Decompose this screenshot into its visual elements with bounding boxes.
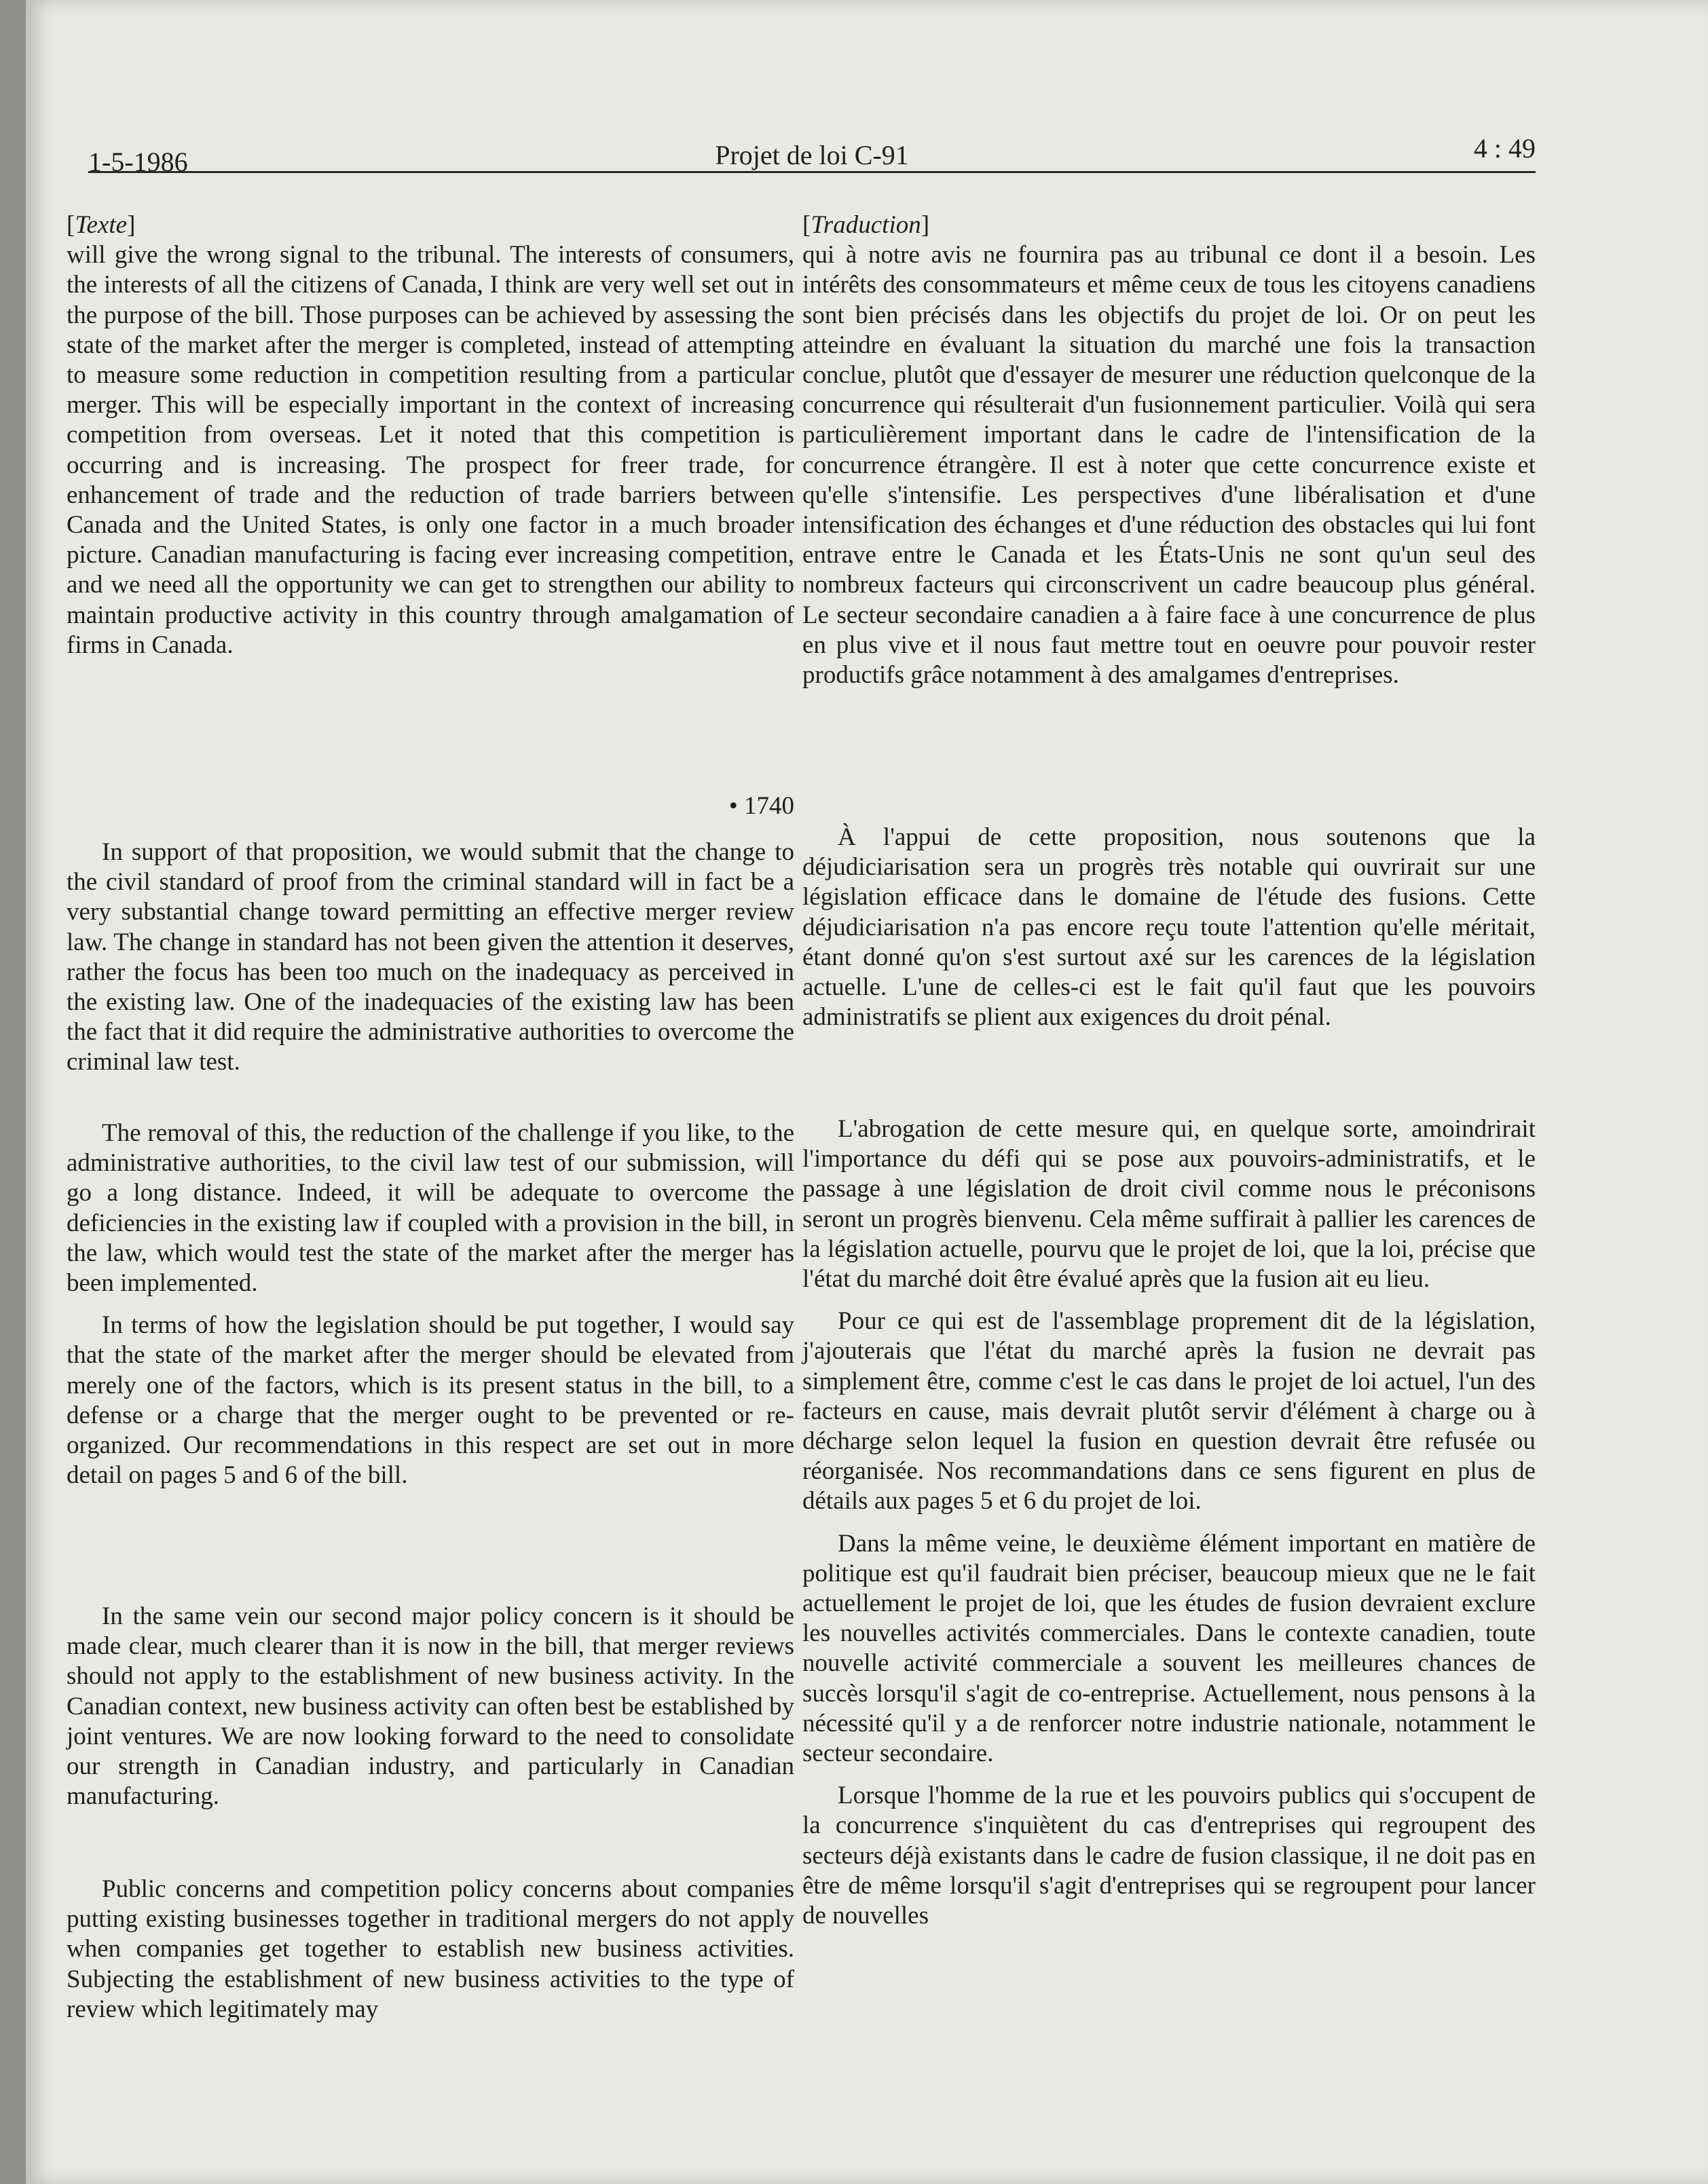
french-paragraph-5: Dans la même veine, le deuxième élément important en matière de politique est qu'il faudrait bien préciser, beaucoup mieux que ne le fait actuellement le projet de loi, que les études de fusion devraient exclure les nouvelles activités commerciales. Dans le contexte canadien, toute nouvelle activité commerciale a souvent les meilleures chances de succès lorsqu'il s'agit de co-entreprise. Actuellement, nous pensons à la nécessité qu'il y a de renforcer notre industrie nationale, notamment le secteur secondaire. bbox=[802, 1529, 1536, 1768]
header-rule bbox=[88, 171, 1536, 173]
header-title: Projet de loi C-91 bbox=[715, 140, 909, 170]
english-paragraph-3: The removal of this, the reduction of the challenge if you like, to the administrative authorities, to the civil law test of our submission, will go a long distance. Indeed, it will be adequate to overcome the deficiencies in the existing law if coupled with a provision in the bill, in the law, which would test the state of the market after the merger has been implemented. bbox=[67, 1119, 794, 1298]
french-paragraph-1: qui à notre avis ne fournira pas au tribunal ce dont il a besoin. Les intérêts des consommateurs et même ceux de tous les citoyens canadiens sont bien précisés dans les objectifs du projet de loi. Or on peut les atteindre en évaluant la situation du marché une fois la transaction conclue, plutôt que d'essayer de mesurer une réduction quelconque de la concurrence qui résulterait d'un fusionnement particulier. Voilà qui sera particulièrement important dans le cadre de l'intensification de la concurrence étrangère. Il est à noter que cette concurrence existe et qu'elle s'intensifie. Les perspectives d'une libéralisation et d'une intensification des échanges et d'une réduction des obstacles qui lui font entrave entre le Canada et les États-Unis ne sont qu'un seul des nombreux facteurs qui circonscrivent un cadre beaucoup plus général. Le secteur secondaire canadien a à faire face à une concurrence de plus en plus vive et il nous faut mettre tout en oeuvre pour pouvoir rester productifs grâce notamment à des amalgames d'entreprises. bbox=[802, 241, 1536, 690]
english-block-4 bbox=[67, 1602, 794, 1811]
french-block-2 bbox=[802, 823, 1536, 1032]
french-paragraph-4: Pour ce qui est de l'assemblage proprement dit de la législation, j'ajouterais que l'état du marché après la fusion ne devrait pas simplement être, comme c'est le cas dans le projet de loi actuel, l'un des facteurs en cause, mais devrait plutôt servir d'élément à charge ou à décharge selon lequel la fusion en question devrait être refusée ou réorganisée. Nos recommandations dans ce sens figurent en plus de détails aux pages 5 et 6 du projet de loi. bbox=[802, 1307, 1536, 1515]
english-label: Texte bbox=[75, 211, 128, 239]
french-paragraph-2: À l'appui de cette proposition, nous soutenons que la déjudiciarisation sera un progrès très notable qui ouvrirait sur une législation efficace dans le domaine de l'étude des fusions. Cette déjudiciarisation n'a pas encore reçu toute l'attention qu'elle méritait, étant donné qu'on s'est surtout axé sur les carences de la législation actuelle. L'une de celles-ci est le fait qu'il faut que les pouvoirs administratifs se plient aux exigences du droit pénal. bbox=[802, 823, 1536, 1032]
page-sheet bbox=[26, 0, 1708, 2184]
english-paragraph-2: In support of that proposition, we would submit that the change to the civil standard of proof from the criminal standard will in fact be a very substantial change toward permitting an effective merger review law. The change in standard has not been given the attention it deserves, rather the focus has been too much on the inadequacy as perceived in the existing law. One of the inadequacies of the existing law has been the fact that it did require the administrative authorities to overcome the criminal law test. bbox=[67, 838, 794, 1076]
english-block-1 bbox=[67, 210, 794, 660]
french-label-line: [Traduction] bbox=[802, 211, 930, 239]
english-block-3 bbox=[67, 1118, 794, 1490]
header-date: 1-5-1986 bbox=[88, 147, 188, 177]
french-label: Traduction bbox=[811, 211, 921, 239]
french-paragraph-3: L'abrogation de cette mesure qui, en quelque sorte, amoindrirait l'importance du défi qui se pose aux pouvoirs-administratifs, et le passage à une législation de droit civil comme nous le préconisons seront un progrès bienvenu. Cela même suffirait à pallier les carences de la législation actuelle, pourvu que le projet de loi, que la loi, précise que l'état du marché doit être évalué après que la fusion ait eu lieu. bbox=[802, 1115, 1536, 1294]
french-block-3 bbox=[802, 1114, 1536, 1931]
time-marker: • 1740 bbox=[728, 792, 794, 820]
english-paragraph-1: will give the wrong signal to the tribunal. The interests of consumers, the interests of all the citizens of Canada, I think are very well set out in the purpose of the bill. Those purposes can be achieved by assessing the state of the market after the merger is completed, instead of attempting to measure some reduction in competition resulting from a particular merger. This will be especially important in the context of increasing competition from overseas. Let it noted that this competition is occurring and is increasing. The prospect for freer trade, for enhancement of trade and the reduction of trade barriers between Canada and the United States, is only one factor in a much broader picture. Canadian manufacturing is facing ever increasing competition, and we need all the opportunity we can get to strengthen our ability to maintain productive activity in this country through amalgamation of firms in Canada. bbox=[67, 241, 794, 659]
french-block-1 bbox=[802, 210, 1536, 690]
english-paragraph-5: In the same vein our second major policy concern is it should be made clear, much clearer than it is now in the bill, that merger reviews should not apply to the establishment of new business activity. In the Canadian context, new business activity can often best be established by joint ventures. We are now looking forward to the need to consolidate our strength in Canadian industry, and particularly in Canadian manufacturing. bbox=[67, 1602, 794, 1811]
english-paragraph-6: Public concerns and competition policy concerns about companies putting existing businesses together in traditional mergers do not apply when companies get together to establish new business activities. Subjecting the establishment of new business activities to the type of review which legitimately may bbox=[67, 1875, 794, 2023]
header-page-number: 4 : 49 bbox=[1473, 133, 1536, 164]
french-paragraph-6: Lorsque l'homme de la rue et les pouvoirs publics qui s'occupent de la concurrence s'inquiètent du cas d'entreprises qui regroupent des secteurs déjà existants dans le cadre de fusion classique, il ne doit pas en être de même lorsqu'il s'agit d'entreprises qui se regroupent pour lancer de nouvelles bbox=[802, 1782, 1536, 1930]
page-header bbox=[88, 133, 1536, 181]
english-block-2 bbox=[67, 837, 794, 1078]
english-paragraph-4: In terms of how the legislation should be put together, I would say that the state of the market after the merger should be elevated from merely one of the factors, which is its present status in the bill, to a defense or a charge that the merger ought to be prevented or re-organized. Our recommendations in this respect are set out in more detail on pages 5 and 6 of the bill. bbox=[67, 1311, 794, 1490]
english-block-5 bbox=[67, 1875, 794, 2025]
english-label-line: [Texte] bbox=[67, 211, 136, 239]
